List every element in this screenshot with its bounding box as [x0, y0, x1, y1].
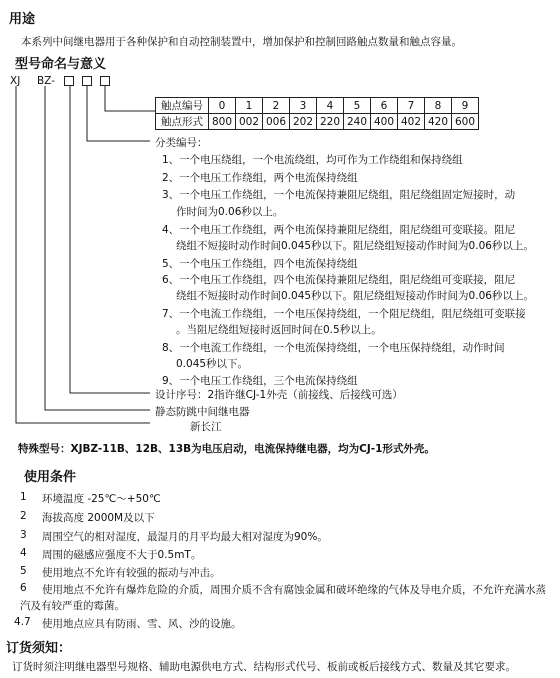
code-form: 220	[317, 114, 344, 130]
model-box-1	[64, 76, 74, 86]
class-item-cont: 绕组不短接时动作时间0.045秒以下。阻尼绕组短接动作时间为0.06秒以上。	[176, 290, 534, 302]
code-form: 600	[452, 114, 479, 130]
class-item: 5、一个电压工作绕组，四个电流保持绕组	[162, 258, 358, 270]
code-number: 2	[263, 98, 290, 114]
ordering-text: 订货时须注明继电器型号规格、辅助电源供电方式、结构形式代号、板前或板后接线方式、数量及其它要求。	[12, 661, 516, 673]
code-form: 002	[236, 114, 263, 130]
code-form: 006	[263, 114, 290, 130]
code-number: 8	[425, 98, 452, 114]
class-item-cont: 绕组不短接时动作时间0.045秒以下。阻尼绕组短接动作时间为0.06秒以上。	[176, 240, 534, 252]
model-mid: BZ-	[37, 75, 56, 87]
ordering-heading: 订货须知：	[6, 641, 72, 656]
class-item: 2、一个电压工作绕组，两个电流保持绕组	[162, 172, 358, 184]
condition-number: 2	[20, 510, 27, 522]
code-number: 7	[398, 98, 425, 114]
condition-text: 周围的磁感应强度不大于0.5mT。	[42, 549, 202, 561]
class-item: 3、一个电压工作绕组，一个电流保持兼阻尼绕组，阻尼绕组固定短接时，动	[162, 189, 516, 201]
code-row2-label: 触点形式	[156, 114, 209, 130]
class-heading: 分类编号：	[155, 137, 208, 149]
code-form: 800	[209, 114, 236, 130]
model-box-2	[82, 76, 92, 86]
condition-text: 周围空气的相对湿度，最湿月的月平均最大相对湿度为90%。	[42, 531, 328, 543]
brand-name: 新长江	[190, 421, 222, 433]
class-item: 7、一个电流工作绕组，一个电压保持绕组，一个阻尼绕组，阻尼绕组可变联接	[162, 308, 526, 320]
purpose-text: 本系列中间继电器用于各种保护和自动控制装置中，增加保护和控制回路触点数量和触点容量。	[21, 36, 462, 48]
condition-text-cont: 汽及有较严重的霉菌。	[20, 600, 125, 612]
purpose-heading: 用途	[9, 12, 36, 27]
code-number: 3	[290, 98, 317, 114]
naming-heading: 型号命名与意义	[15, 57, 107, 72]
condition-text: 环境温度 -25℃～+50℃	[42, 493, 161, 505]
code-number: 5	[344, 98, 371, 114]
condition-number: 5	[20, 565, 27, 577]
code-number: 1	[236, 98, 263, 114]
condition-number: 1	[20, 491, 27, 503]
code-number: 9	[452, 98, 479, 114]
condition-number: 4.7	[14, 616, 31, 628]
conditions-heading: 使用条件	[24, 470, 77, 485]
code-form: 202	[290, 114, 317, 130]
condition-number: 3	[20, 529, 27, 541]
code-number: 6	[371, 98, 398, 114]
class-item: 6、一个电压工作绕组，四个电流保持兼阻尼绕组，阻尼绕组可变联接，阻尼	[162, 274, 516, 286]
code-form: 240	[344, 114, 371, 130]
relay-name: 静态防跳中间继电器	[155, 406, 250, 418]
class-item: 8、一个电流工作绕组，一个电流保持绕组，一个电压保持绕组，动作时间	[162, 342, 505, 354]
class-item: 4、一个电压工作绕组，两个电流保持兼阻尼绕组，阻尼绕组可变联接。阻尼	[162, 224, 516, 236]
code-form: 420	[425, 114, 452, 130]
code-number: 0	[209, 98, 236, 114]
condition-text: 使用地点不允许有爆炸危险的介质，周围介质不含有腐蚀金属和破坏绝缘的气体及导电介质，不允许充满水蒸	[42, 584, 546, 596]
contact-code-table	[155, 97, 479, 130]
code-form: 402	[398, 114, 425, 130]
condition-number: 6	[20, 582, 27, 594]
special-models: 特殊型号：XJBZ-11B、12B、13B为电压启动，电流保持继电器，均为CJ-1形式外壳。	[18, 443, 435, 455]
design-no: 设计序号：2指许继CJ-1外壳（前接线、后接线可选）	[155, 389, 403, 401]
class-item-cont: 作时间为0.06秒以上。	[176, 206, 284, 218]
class-item: 1、一个电压绕组，一个电流绕组，均可作为工作绕组和保持绕组	[162, 154, 463, 166]
class-item-cont: 0.045秒以下。	[176, 358, 249, 370]
condition-text: 使用地点应具有防雨、雪、风、沙的设施。	[42, 618, 242, 630]
model-prefix: XJ	[10, 75, 21, 87]
condition-text: 使用地点不允许有较强的振动与冲击。	[42, 567, 221, 579]
code-number: 4	[317, 98, 344, 114]
condition-text: 海拔高度 2000M及以下	[42, 512, 155, 524]
class-item-cont: 。当阻尼绕组短接时返回时间在0.5秒以上。	[176, 324, 382, 336]
model-box-3	[100, 76, 110, 86]
condition-number: 4	[20, 547, 27, 559]
code-form: 400	[371, 114, 398, 130]
code-row1-label: 触点编号	[156, 98, 209, 114]
class-item: 9、一个电压工作绕组，三个电流保持绕组	[162, 375, 358, 387]
